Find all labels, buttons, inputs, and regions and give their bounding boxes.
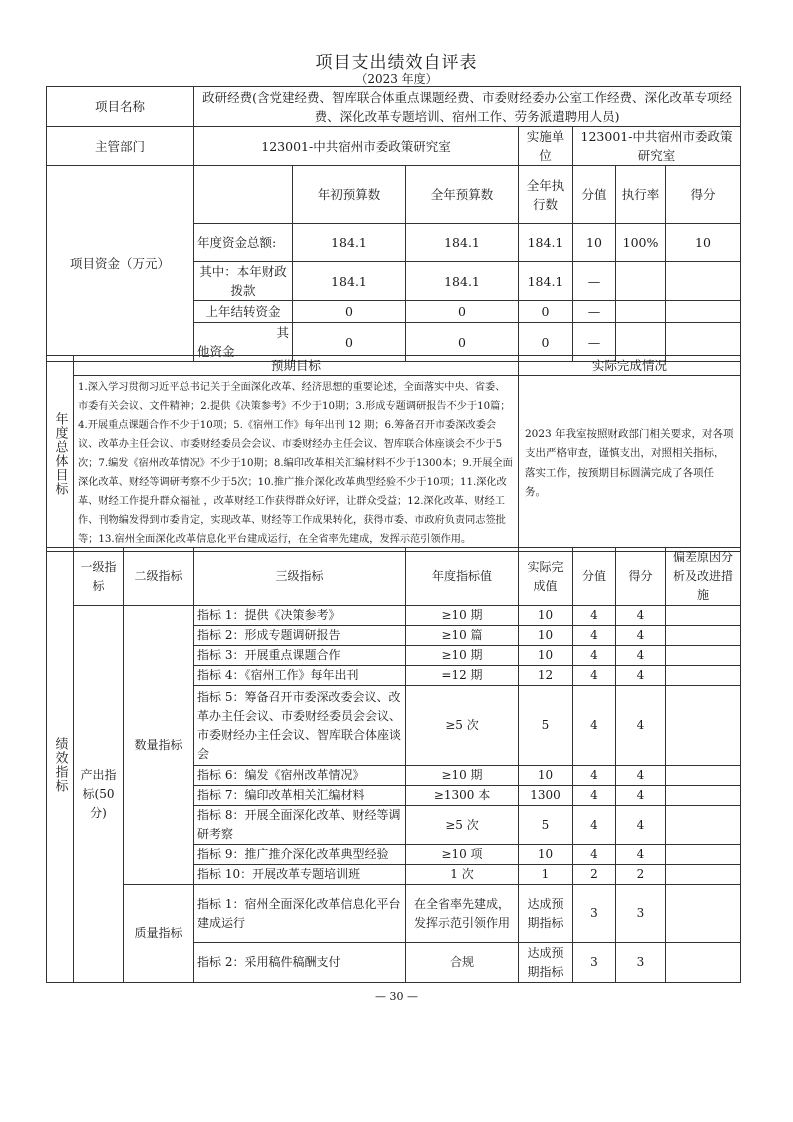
funds-score-value: — bbox=[573, 262, 616, 301]
indicator-target: =12 期 bbox=[406, 666, 519, 686]
indicator-deviation bbox=[666, 606, 741, 626]
indicator-target: 在全省率先建成，发挥示范引领作用 bbox=[406, 885, 519, 943]
indicator-name: 指标 10：开展改革专题培训班 bbox=[194, 865, 406, 885]
impl-label: 实施单位 bbox=[519, 127, 573, 166]
funds-header-initial: 年初预算数 bbox=[293, 166, 406, 224]
indicator-score: 4 bbox=[616, 845, 666, 865]
indicator-target: ≥10 期 bbox=[406, 606, 519, 626]
dept-label: 主管部门 bbox=[47, 127, 194, 166]
indicator-name: 指标 2：形成专题调研报告 bbox=[194, 626, 406, 646]
indicators-table bbox=[46, 547, 741, 983]
indicator-actual: 5 bbox=[519, 686, 573, 766]
indicator-score-value: 4 bbox=[573, 666, 616, 686]
funds-annual: 0 bbox=[406, 301, 519, 323]
indicator-deviation bbox=[666, 666, 741, 686]
quantity-label: 数量指标 bbox=[124, 606, 194, 885]
funds-row-label: 年度资金总额: bbox=[194, 224, 293, 262]
funds-header-executed: 全年执行数 bbox=[519, 166, 573, 224]
indicator-name: 指标 9：推广推介深化改革典型经验 bbox=[194, 845, 406, 865]
funds-header-annual: 全年预算数 bbox=[406, 166, 519, 224]
funds-header-row bbox=[47, 166, 741, 224]
header-actual: 实际完成值 bbox=[519, 548, 573, 606]
funds-initial: 184.1 bbox=[293, 224, 406, 262]
actual-completion-header: 实际完成情况 bbox=[519, 356, 741, 376]
project-name-row bbox=[47, 87, 741, 127]
indicator-actual: 12 bbox=[519, 666, 573, 686]
indicator-score: 4 bbox=[616, 646, 666, 666]
indicator-deviation bbox=[666, 686, 741, 766]
header-level2: 二级指标 bbox=[124, 548, 194, 606]
expected-goals-header: 预期目标 bbox=[74, 356, 519, 376]
indicator-target: ≥10 篇 bbox=[406, 626, 519, 646]
indicator-target: ≥10 项 bbox=[406, 845, 519, 865]
indicator-score: 4 bbox=[616, 766, 666, 786]
indicator-row bbox=[47, 885, 741, 943]
indicator-target: ≥1300 本 bbox=[406, 786, 519, 806]
indicator-actual: 5 bbox=[519, 806, 573, 845]
indicator-score: 4 bbox=[616, 806, 666, 845]
indicator-score-value: 3 bbox=[573, 943, 616, 983]
header-score: 得分 bbox=[616, 548, 666, 606]
indicator-score: 4 bbox=[616, 606, 666, 626]
indicator-deviation bbox=[666, 626, 741, 646]
actual-completion-text: 2023 年我室按照财政部门相关要求，对各项支出严格审查，谨慎支出，对照相关指标，落实工作，按预期目标圆满完成了各项任务。 bbox=[519, 376, 741, 552]
funds-label: 项目资金（万元） bbox=[47, 166, 194, 362]
funds-initial: 0 bbox=[293, 301, 406, 323]
indicator-actual: 10 bbox=[519, 646, 573, 666]
funds-score-value: — bbox=[573, 301, 616, 323]
indicator-target: 1 次 bbox=[406, 865, 519, 885]
indicator-score-value: 4 bbox=[573, 806, 616, 845]
funds-row-label-part2: 他资金 bbox=[197, 344, 235, 359]
indicator-target: ≥10 期 bbox=[406, 646, 519, 666]
indicator-deviation bbox=[666, 845, 741, 865]
goals-side-label: 年度总体目标 bbox=[47, 356, 74, 552]
indicator-name: 指标 6：编发《宿州改革情况》 bbox=[194, 766, 406, 786]
funds-executed: 0 bbox=[519, 301, 573, 323]
funds-score-value: — bbox=[573, 323, 616, 362]
indicator-score: 4 bbox=[616, 666, 666, 686]
project-funds-table bbox=[46, 86, 741, 362]
project-name-value: 政研经费(含党建经费、智库联合体重点课题经费、市委财经委办公室工作经费、深化改革专项经费、深化改革专题培训、宿州工作、劳务派遣聘用人员) bbox=[194, 87, 741, 127]
indicator-name: 指标 4：《宿州工作》每年出刊 bbox=[194, 666, 406, 686]
indicator-target: ≥5 次 bbox=[406, 806, 519, 845]
funds-executed: 184.1 bbox=[519, 224, 573, 262]
funds-annual: 0 bbox=[406, 323, 519, 362]
page-subtitle: （2023 年度） bbox=[355, 72, 438, 86]
indicator-deviation bbox=[666, 885, 741, 943]
funds-rate bbox=[616, 262, 666, 301]
indicator-actual: 1300 bbox=[519, 786, 573, 806]
funds-row-label-part1: 其 bbox=[276, 325, 289, 340]
funds-score: 10 bbox=[666, 224, 741, 262]
indicator-score-value: 4 bbox=[573, 786, 616, 806]
indicator-target: 合规 bbox=[406, 943, 519, 983]
indicator-actual: 10 bbox=[519, 766, 573, 786]
indicator-actual: 1 bbox=[519, 865, 573, 885]
funds-annual: 184.1 bbox=[406, 262, 519, 301]
indicator-actual: 10 bbox=[519, 845, 573, 865]
indicator-score: 4 bbox=[616, 686, 666, 766]
indicator-target: ≥10 期 bbox=[406, 766, 519, 786]
indicator-name: 指标 7：编印改革相关汇编材料 bbox=[194, 786, 406, 806]
funds-header-score: 得分 bbox=[666, 166, 741, 224]
indicator-deviation bbox=[666, 766, 741, 786]
quality-label: 质量指标 bbox=[124, 885, 194, 983]
funds-score-value: 10 bbox=[573, 224, 616, 262]
indicator-score: 4 bbox=[616, 626, 666, 646]
dept-value: 123001-中共宿州市委政策研究室 bbox=[194, 127, 519, 166]
indicator-deviation bbox=[666, 646, 741, 666]
page-number: — 30 — bbox=[375, 990, 418, 1003]
funds-header-rate: 执行率 bbox=[616, 166, 666, 224]
funds-rate: 100% bbox=[616, 224, 666, 262]
header-deviation: 偏差原因分析及改进措施 bbox=[666, 548, 741, 606]
indicator-score: 4 bbox=[616, 786, 666, 806]
impl-value: 123001-中共宿州市委政策研究室 bbox=[573, 127, 741, 166]
funds-header-blank bbox=[194, 166, 293, 224]
indicator-actual: 10 bbox=[519, 626, 573, 646]
funds-row-label: 上年结转资金 bbox=[194, 301, 293, 323]
header-level1: 一级指标 bbox=[74, 548, 124, 606]
indicator-name: 指标 8：开展全面深化改革、财经等调研考察 bbox=[194, 806, 406, 845]
indicator-actual: 达成预期指标 bbox=[519, 943, 573, 983]
funds-rate bbox=[616, 301, 666, 323]
funds-annual: 184.1 bbox=[406, 224, 519, 262]
indicator-name: 指标 1：宿州全面深化改革信息化平台建成运行 bbox=[194, 885, 406, 943]
goals-header-row bbox=[47, 356, 741, 376]
indicator-score: 3 bbox=[616, 885, 666, 943]
dept-row bbox=[47, 127, 741, 166]
indicator-name: 指标 2：采用稿件稿酬支付 bbox=[194, 943, 406, 983]
indicator-deviation bbox=[666, 806, 741, 845]
indicator-name: 指标 5：筹备召开市委深改委会议、改革办主任会议、市委财经委员会会议、市委财经办主任会议、智库联合体座谈会 bbox=[194, 686, 406, 766]
indicator-score-value: 4 bbox=[573, 845, 616, 865]
page-title: 项目支出绩效自评表 bbox=[315, 53, 478, 73]
indicator-deviation bbox=[666, 786, 741, 806]
funds-initial: 184.1 bbox=[293, 262, 406, 301]
expected-goals-text: 1.深入学习贯彻习近平总书记关于全面深化改革、经济思想的重要论述，全面落实中央、省委、市委有关会议、文件精神；2.提供《决策参考》不少于10期；3.形成专题调研报告不少于10篇；4.开展重点课题合作不少于10项；5.《宿州工作》每年出刊 12 期；6.筹备召开市委深改委会议、改革办主任会议、市委财经委员会会议、市委财经办主任会议、智库联合体座谈会不少于5次；7.编发《宿州改革情况》不少于10期；8.编印改革相关汇编材料不少于1300本；9.开展全面深化改革、财经等调研考察不少于5次；10.推广推介深化改革典型经验不少于10项；11.深化改革、财经工作提升群众福祉 ，改革财经工作获得群众好评，让群众受益；12.深化改革、财经工作、刊物编发得到市委肯定，实现改革、财经等工作成果转化，获得市委、市政府负责同志签批等；13.宿州全面深化改革信息化平台建成运行，在全省率先建成，发挥示范引领作用。 bbox=[74, 376, 519, 552]
indicator-target: ≥5 次 bbox=[406, 686, 519, 766]
indicator-score-value: 4 bbox=[573, 646, 616, 666]
header-level3: 三级指标 bbox=[194, 548, 406, 606]
indicator-row bbox=[47, 606, 741, 626]
header-score-value: 分值 bbox=[573, 548, 616, 606]
funds-header-score-value: 分值 bbox=[573, 166, 616, 224]
level1-output-label: 产出指标(50分) bbox=[74, 606, 124, 983]
indicator-score-value: 3 bbox=[573, 885, 616, 943]
indicator-name: 指标 1：提供《决策参考》 bbox=[194, 606, 406, 626]
funds-score bbox=[666, 262, 741, 301]
funds-executed: 0 bbox=[519, 323, 573, 362]
indicator-deviation bbox=[666, 865, 741, 885]
indicator-score: 3 bbox=[616, 943, 666, 983]
indicator-score-value: 4 bbox=[573, 766, 616, 786]
indicator-actual: 10 bbox=[519, 606, 573, 626]
goals-content-row bbox=[47, 376, 741, 552]
funds-score bbox=[666, 301, 741, 323]
funds-row-label: 其中：本年财政拨款 bbox=[194, 262, 293, 301]
indicator-name: 指标 3：开展重点课题合作 bbox=[194, 646, 406, 666]
indicator-score-value: 4 bbox=[573, 686, 616, 766]
indicators-header-row bbox=[47, 548, 741, 606]
indicator-score-value: 4 bbox=[573, 626, 616, 646]
indicator-score: 2 bbox=[616, 865, 666, 885]
indicator-score-value: 4 bbox=[573, 606, 616, 626]
funds-executed: 184.1 bbox=[519, 262, 573, 301]
project-name-label: 项目名称 bbox=[47, 87, 194, 127]
goals-table bbox=[46, 355, 741, 552]
indicator-actual: 达成预期指标 bbox=[519, 885, 573, 943]
header-target: 年度指标值 bbox=[406, 548, 519, 606]
indicators-side-label: 绩效指标 bbox=[47, 548, 74, 983]
indicator-deviation bbox=[666, 943, 741, 983]
funds-initial: 0 bbox=[293, 323, 406, 362]
indicator-score-value: 2 bbox=[573, 865, 616, 885]
